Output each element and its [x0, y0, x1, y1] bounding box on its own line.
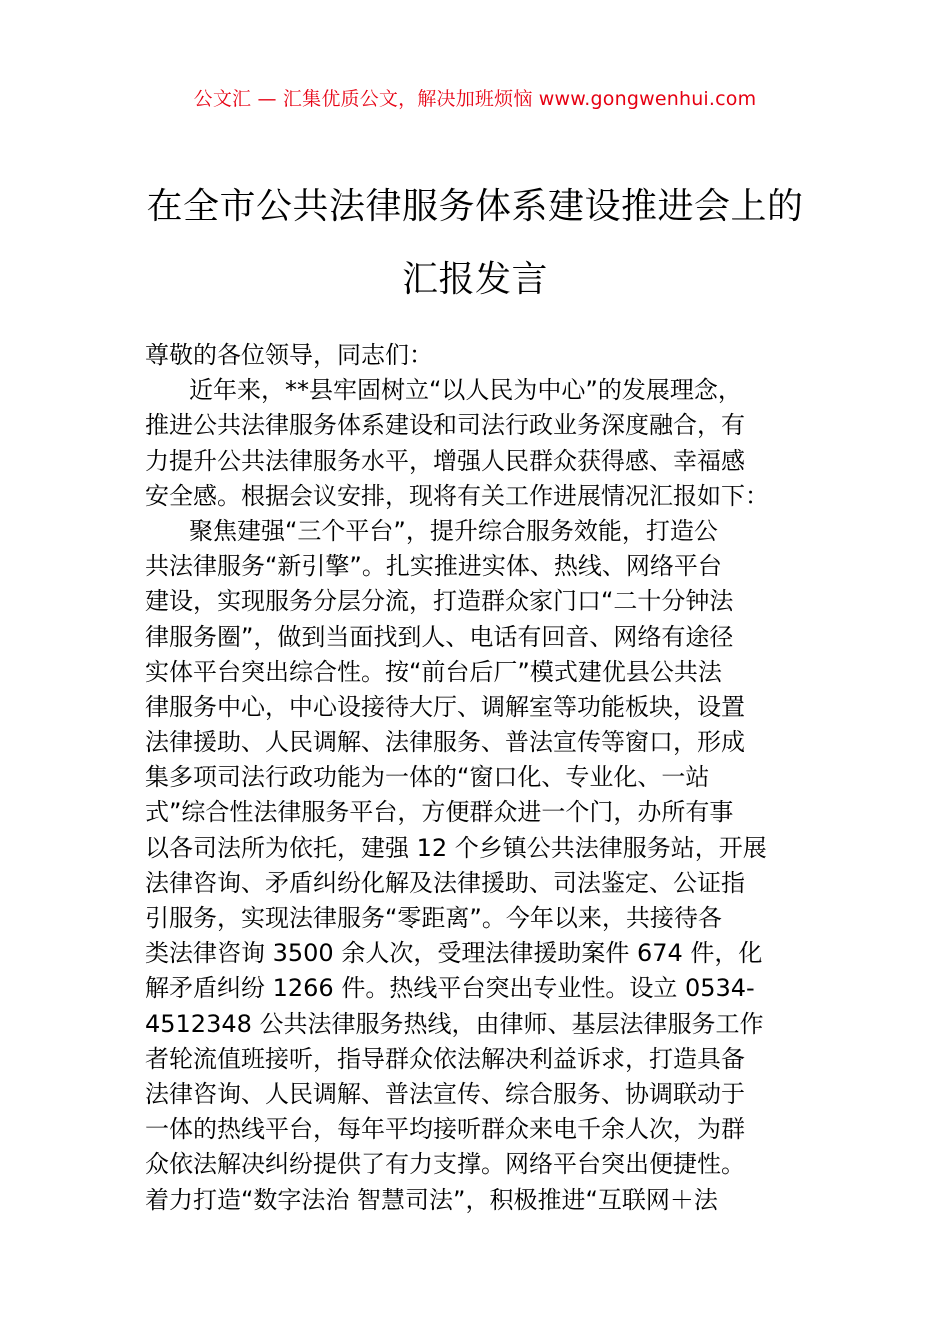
paragraph-line: 法律咨询、矛盾纠纷化解及法律援助、司法鉴定、公证指: [145, 868, 745, 897]
paragraph-line: 着力打造“数字法治 智慧司法”，积极推进“互联网＋法: [145, 1185, 718, 1214]
paragraph-line: 4512348 公共法律服务热线，由律师、基层法律服务工作: [145, 1009, 764, 1038]
header-banner: 公文汇 — 汇集优质公文，解决加班烦恼 www.gongwenhui.com: [193, 88, 757, 110]
paragraph-line: 一体的热线平台，每年平均接听群众来电千余人次，为群: [145, 1115, 745, 1144]
document-body: [145, 338, 815, 1218]
document-title-line-2: 汇报发言: [401, 259, 548, 300]
paragraph-line: 法律咨询、人民调解、普法宣传、综合服务、协调联动于: [145, 1079, 745, 1108]
paragraph-line: 众依法解决纠纷提供了有力支撑。网络平台突出便捷性。: [145, 1150, 745, 1179]
paragraph-line: 建设，实现服务分层分流，打造群众家门口“二十分钟法: [145, 587, 734, 616]
document-title-line-1: 在全市公共法律服务体系建设推进会上的: [146, 186, 804, 227]
paragraph-line: 法律援助、人民调解、法律服务、普法宣传等窗口，形成: [145, 728, 745, 757]
paragraph-line: 式”综合性法律服务平台，方便群众进一个门，办所有事: [145, 798, 734, 827]
paragraph-line: 解矛盾纠纷 1266 件。热线平台突出专业性。设立 0534-: [145, 974, 755, 1003]
paragraph-line: 者轮流值班接听，指导群众依法解决利益诉求，打造具备: [145, 1044, 745, 1073]
paragraph-line: 引服务，实现法律服务“零距离”。今年以来，共接待各: [145, 904, 722, 932]
salutation: 尊敬的各位领导，同志们：: [145, 341, 433, 369]
paragraph-line: 实体平台突出综合性。按“前台后厂”模式建优县公共法: [145, 657, 722, 686]
paragraph-line: 力提升公共法律服务水平，增强人民群众获得感、幸福感: [145, 446, 745, 475]
paragraph-line: 推进公共法律服务体系建设和司法行政业务深度融合，有: [145, 411, 745, 440]
paragraph-line: 集多项司法行政功能为一体的“窗口化、专业化、一站: [145, 763, 710, 792]
paragraph-line: 近年来，**县牢固树立“以人民为中心”的发展理念，: [189, 376, 742, 405]
paragraph-line: 类法律咨询 3500 余人次，受理法律援助案件 674 件，化: [145, 939, 763, 968]
paragraph-line: 以各司法所为依托，建强 12 个乡镇公共法律服务站，开展: [145, 833, 767, 862]
paragraph-line: 聚焦建强“三个平台”，提升综合服务效能，打造公: [189, 516, 718, 545]
paragraph-line: 安全感。根据会议安排，现将有关工作进展情况汇报如下：: [145, 481, 769, 510]
paragraph-line: 律服务圈”，做到当面找到人、电话有回音、网络有途径: [145, 622, 734, 651]
paragraph-line: 共法律服务“新引擎”。扎实推进实体、热线、网络平台: [145, 552, 722, 581]
paragraph-line: 律服务中心，中心设接待大厅、调解室等功能板块，设置: [145, 692, 745, 721]
